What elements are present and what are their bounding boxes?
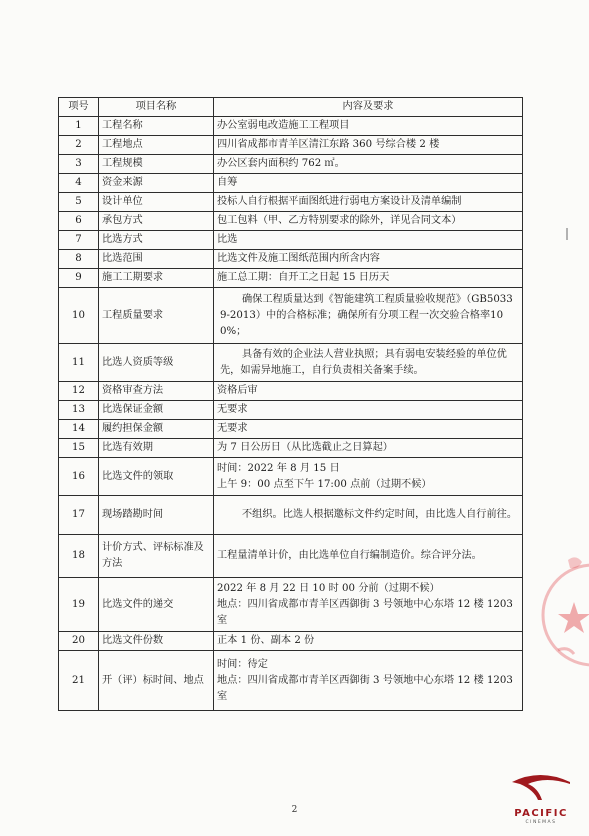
row-item-name: 工程规模 [99,155,214,174]
logo-subtitle: CINEMAS [525,820,557,825]
row-item-name: 工程地点 [99,136,214,155]
row-number: 18 [59,535,99,578]
row-item-name: 比选文件的递交 [99,578,214,632]
content-line: 包工包料（甲、乙方特别要求的除外，详见合同文本） [217,215,462,226]
row-item-name: 比选范围 [99,250,214,269]
row-number: 5 [59,193,99,212]
table-row [59,578,523,632]
row-number: 8 [59,250,99,269]
row-number: 3 [59,155,99,174]
table-row [59,535,523,578]
content-line: 办公室弱电改造施工工程项目 [217,120,350,131]
row-number: 7 [59,231,99,250]
table-row [59,651,523,711]
row-number: 14 [59,420,99,439]
row-number: 16 [59,458,99,496]
row-item-name: 开（评）标时间、地点 [99,651,214,711]
row-number: 9 [59,269,99,288]
row-number: 6 [59,212,99,231]
table-header-row [59,98,523,117]
row-content [214,269,523,288]
row-item-name: 工程质量要求 [99,288,214,344]
row-content [214,250,523,269]
row-content [214,651,523,711]
row-number: 2 [59,136,99,155]
content-line: 地点：四川省成都市青羊区西御街 3 号领地中心东塔 12 楼 1203 室 [217,598,513,626]
content-line: 无要求 [217,404,248,415]
row-item-name: 工程名称 [99,117,214,136]
requirements-table [58,97,523,711]
table-row [59,632,523,651]
row-number: 15 [59,439,99,458]
content-line: 无要求 [217,423,248,434]
table-row [59,420,523,439]
content-line: 时间：待定 [217,658,268,670]
content-line: 投标人自行根据平面图纸进行弱电方案设计及清单编制 [217,196,462,207]
row-number: 20 [59,632,99,651]
table-row [59,458,523,496]
table-row [59,250,523,269]
header-item-name: 项目名称 [99,98,214,117]
header-item-no: 项号 [59,98,99,117]
row-content [214,420,523,439]
table-row [59,231,523,250]
page-number: 2 [291,805,298,815]
content-line: 办公区套内面积约 762 ㎡。 [217,158,345,169]
content-line: 具备有效的企业法人营业执照；具有弱电安装经验的单位优先，如需异地施工，自行负责相关备案手续。 [220,348,507,376]
row-number: 1 [59,117,99,136]
table-row [59,401,523,420]
content-line: 自筹 [217,177,238,188]
row-content [214,136,523,155]
row-content [214,401,523,420]
row-number: 19 [59,578,99,632]
table-row [59,288,523,344]
row-content [214,632,523,651]
row-content [214,288,523,344]
row-content [214,155,523,174]
row-number: 21 [59,651,99,711]
row-item-name: 比选方式 [99,231,214,250]
row-content [214,496,523,535]
row-number: 11 [59,344,99,382]
row-item-name: 承包方式 [99,212,214,231]
table-row [59,155,523,174]
table-row [59,344,523,382]
row-item-name: 履约担保金额 [99,420,214,439]
red-seal-stamp [538,540,589,680]
content-line: 不组织。比选人根据邀标文件约定时间，由比选人自行前往。 [242,509,518,520]
content-line: 四川省成都市青羊区清江东路 360 号综合楼 2 楼 [217,139,440,150]
row-item-name: 比选文件的领取 [99,458,214,496]
row-content [214,193,523,212]
content-line: 正本 1 份、副本 2 份 [217,635,315,646]
row-content [214,458,523,496]
row-item-name: 比选保证金额 [99,401,214,420]
row-item-name: 施工工期要求 [99,269,214,288]
row-item-name: 设计单位 [99,193,214,212]
content-line: 比选文件及施工图纸范围内所含内容 [217,253,380,264]
content-line: 比选 [217,234,238,245]
row-number: 13 [59,401,99,420]
row-content [214,578,523,632]
row-item-name: 计价方式、评标标准及方法 [99,535,214,578]
row-content [214,382,523,401]
row-content [214,439,523,458]
table-row [59,193,523,212]
row-content [214,174,523,193]
content-line: 时间：2022 年 8 月 15 日 [217,462,340,474]
pacific-cinemas-logo [498,770,584,830]
row-content [214,231,523,250]
content-line: 上午 9：00 点至下午 17:00 点前（过期不候） [217,478,432,490]
row-item-name: 资格审查方法 [99,382,214,401]
logo-word: PACIFIC [514,808,568,819]
content-line: 为 7 日公历日（从比选截止之日算起） [217,442,393,453]
row-number: 17 [59,496,99,535]
row-content [214,344,523,382]
row-content [214,117,523,136]
table-row [59,382,523,401]
table-row [59,439,523,458]
table-row [59,117,523,136]
content-line: 工程量清单计价，由比选单位自行编制造价。综合评分法。 [217,550,482,561]
row-item-name: 比选人资质等级 [99,344,214,382]
row-number: 10 [59,288,99,344]
table-row [59,136,523,155]
row-item-name: 资金来源 [99,174,214,193]
content-line: 施工总工期：自开工之日起 15 日历天 [217,272,390,283]
table-row [59,269,523,288]
content-line: 地点：四川省成都市青羊区西御街 3 号领地中心东塔 12 楼 1203 室 [217,674,513,702]
row-number: 4 [59,174,99,193]
row-number: 12 [59,382,99,401]
content-line: 资格后审 [217,385,258,396]
content-line: 确保工程质量达到《智能建筑工程质量验收规范》（GB50339-2013）中的合格标准；确保所有分项工程一次交验合格率100%； [220,293,513,337]
row-item-name: 比选有效期 [99,439,214,458]
row-item-name: 比选文件份数 [99,632,214,651]
logo-swoosh-icon [498,770,584,808]
row-item-name: 现场踏勘时间 [99,496,214,535]
row-content [214,535,523,578]
table-row [59,496,523,535]
content-line: 2022 年 8 月 22 日 10 时 00 分前（过期不候） [217,582,440,594]
table-row [59,174,523,193]
header-content: 内容及要求 [214,98,523,117]
table-row [59,212,523,231]
row-content [214,212,523,231]
